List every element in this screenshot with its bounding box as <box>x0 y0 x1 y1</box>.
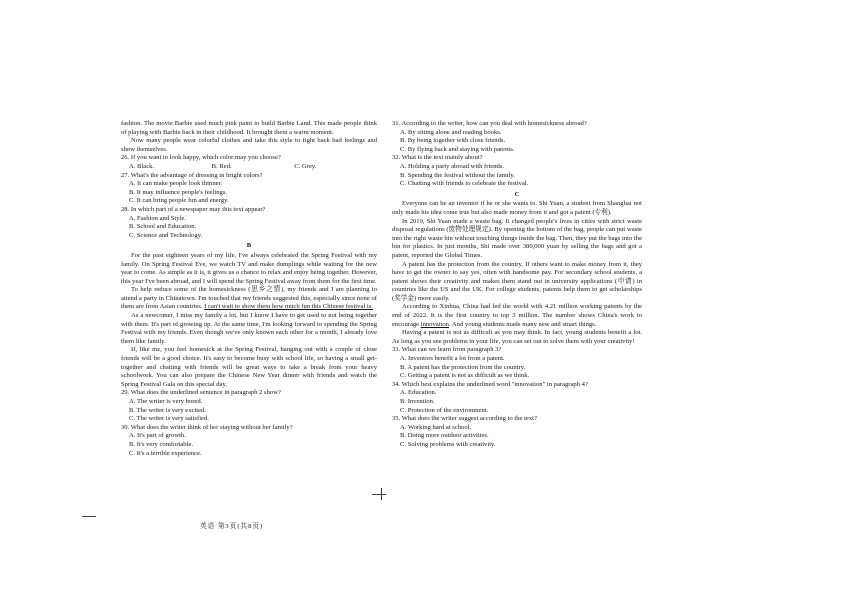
question-stem: 34. Which best explains the underlined word "innovation" in paragraph 4? <box>392 380 588 388</box>
option: B. It may influence people's feelings. <box>129 188 228 196</box>
option: A. By sitting alone and reading books. <box>400 128 502 136</box>
passage-c-paragraph: A patent has the protection from the country. If others want to make money from it, they have to get the owner to say yes, often with handsome pay. For secondary school students, a patent shows their creativity and makes them stand out in university applications (申请) in countries like the US and the UK. For college students, patents help them to get scholarships (奖学金) more easily. <box>392 260 642 302</box>
option: C. Chatting with friends to celebrate the festival. <box>400 180 529 188</box>
question-29 <box>121 389 377 423</box>
option: B. A patent has the protection from the country. <box>400 363 526 371</box>
option: C. The writer is very satisfied. <box>129 415 209 423</box>
passage-a-paragraph: fashion. The movie Barbie used much pink paint to build Barbie Land. This made people think of playing with Barbie back in their childhood. It brought them a warm moment. <box>121 120 377 136</box>
right-column <box>392 120 642 450</box>
option: A. It can make people look thinner. <box>129 180 223 188</box>
margin-mark <box>82 516 96 517</box>
passage-b-paragraph <box>121 286 377 312</box>
passage-b-paragraph: As a newcomer, I miss my family a lot, but I know I have to get used to not being together with them. It's part of growing up. At the same time, I'm looking forward to spending the Spring Festival with my friends. Even though we've only known each other for a month, I already love them like family. <box>121 312 377 345</box>
option: C. Grey. <box>294 162 317 170</box>
passage-c-paragraph: In 2019, Shi Yuan made a waste bag. It changed people's lives in cities with strict waste disposal regulations (废物处理规定). By opening the bottom of the bag, people can put waste into the right waste bin without touching things inside the bag. Then, they put the bags into the bin for plastics. In just months, Shi made over 380,000 yuan by selling the bags and got a patent, reported the Global Times. <box>392 217 642 259</box>
option: B. Red. <box>211 162 232 170</box>
option: A. It's part of growth. <box>129 432 186 440</box>
question-26 <box>121 154 377 171</box>
option: C. Protection of the environment. <box>400 406 489 414</box>
question-stem: 26. If you want to look happy, which color may you choose? <box>121 154 281 162</box>
option: A. Working hard at school. <box>400 423 472 431</box>
passage-b-paragraph: If, like me, you feel homesick at the Spring Festival, hanging out with a couple of close friends will be a good choice. It's easy to become busy with school life, so having a small get-together and chatting with friends will be great ways to take a break from your heavy schoolwork. You can also prepare the Chinese New Year dinner with friends and watch the Spring Festival Gala on this special day. <box>121 346 377 388</box>
question-stem: 32. What is the text mainly about? <box>392 154 483 162</box>
question-stem: 27. What's the advantage of dressing in bright colors? <box>121 171 263 179</box>
question-stem: 29. What does the underlined sentence in paragraph 2 show? <box>121 389 281 397</box>
option: B. Invention. <box>400 398 435 405</box>
option: B. The writer is very excited. <box>129 406 206 414</box>
paragraph-text: To help reduce some of the homesickness (思乡之情), my friends and I are planning to attend a party in Chinatown. I'm touched that my friends suggested this, especially since none of them are from Asian countries. <box>121 286 377 311</box>
section-heading-c: C <box>514 190 520 198</box>
option: B. School and Education. <box>129 223 197 231</box>
question-34 <box>392 381 642 415</box>
question-28 <box>121 206 377 240</box>
option: B. Spending the festival without the family. <box>400 171 515 179</box>
passage-c-paragraph <box>392 303 642 329</box>
question-31 <box>392 120 642 154</box>
option: B. It's very comfortable. <box>129 440 193 448</box>
options-row <box>121 163 377 172</box>
option: C. Solving problems with creativity. <box>400 440 496 448</box>
option: A. The writer is very bored. <box>129 398 203 405</box>
option: A. Holding a party abroad with friends. <box>400 162 505 170</box>
question-stem: 33. What can we learn from paragraph 3? <box>392 346 502 354</box>
question-30 <box>121 424 377 458</box>
paragraph-text: According to Xinhua, China had led the world with 4.21 million working patents by the end of 2022. It is the first country to top 3 million. The number shows China's work to encourage <box>392 303 642 328</box>
passage-b-paragraph: For the past eighteen years of my life, I've always celebrated the Spring Festival with my family. On Spring Festival Eve, we watch TV and make dumplings while waiting for the new year to come. As simple as it is, it gives us a chance to relax and enjoy being together. However, this year I've been abroad, and I will spend the Spring Festival away from them for the first time. <box>121 251 377 285</box>
section-heading-b: B <box>246 242 252 250</box>
underlined-word: innovation <box>420 320 449 328</box>
page-footer: 英语 第3页(共8页) <box>200 523 264 530</box>
question-stem: 28. In which part of a newspaper may this text appear? <box>121 205 266 213</box>
underlined-sentence: I can't wait to show them how much fun this Chinese festival is. <box>204 303 373 311</box>
paragraph-text: . And young students made many new and smart things. <box>448 320 597 328</box>
passage-c-paragraph: Having a patent is not as difficult as you may think. In fact, young students benefit a lot. As long as you see problems in your life, you can set out to solve them with your creativity! <box>392 329 642 345</box>
question-stem: 35. What does the writer suggest according to the text? <box>392 415 537 423</box>
option: C. Science and Technology. <box>129 231 203 239</box>
option: A. Fashion and Style. <box>129 214 186 222</box>
option: A. Inventors benefit a lot from a patent. <box>400 355 505 363</box>
question-27 <box>121 172 377 206</box>
option: C. It can bring people fun and energy. <box>129 197 229 205</box>
option: A. Black. <box>129 162 155 170</box>
margin-mark <box>372 494 386 495</box>
question-33 <box>392 346 642 380</box>
question-stem: 30. What does the writer think of her staying without her family? <box>121 423 293 431</box>
question-stem: 31. According to the writer, how can you deal with homesickness abroad? <box>392 120 587 127</box>
option: B. Doing more outdoor activities. <box>400 432 489 440</box>
passage-a-paragraph: Now many people wear colorful clothes and take this style to fight back bad feelings and show themselves. <box>121 137 377 153</box>
left-column <box>121 120 377 458</box>
option: A. Education. <box>400 389 437 397</box>
option: C. It's a terrible experience. <box>129 449 202 457</box>
option: C. By flying back and staying with parents. <box>400 145 515 153</box>
question-32 <box>392 154 642 188</box>
option: C. Getting a patent is not as difficult as we think. <box>400 372 530 380</box>
passage-c-paragraph: Everyone can be an inventor if he or she wants to. Shi Yuan, a student from Shanghai not only made his idea come true but also made money from it and got a patent (专利). <box>392 200 642 216</box>
option: B. By being together with close friends. <box>400 137 506 145</box>
question-35 <box>392 415 642 449</box>
